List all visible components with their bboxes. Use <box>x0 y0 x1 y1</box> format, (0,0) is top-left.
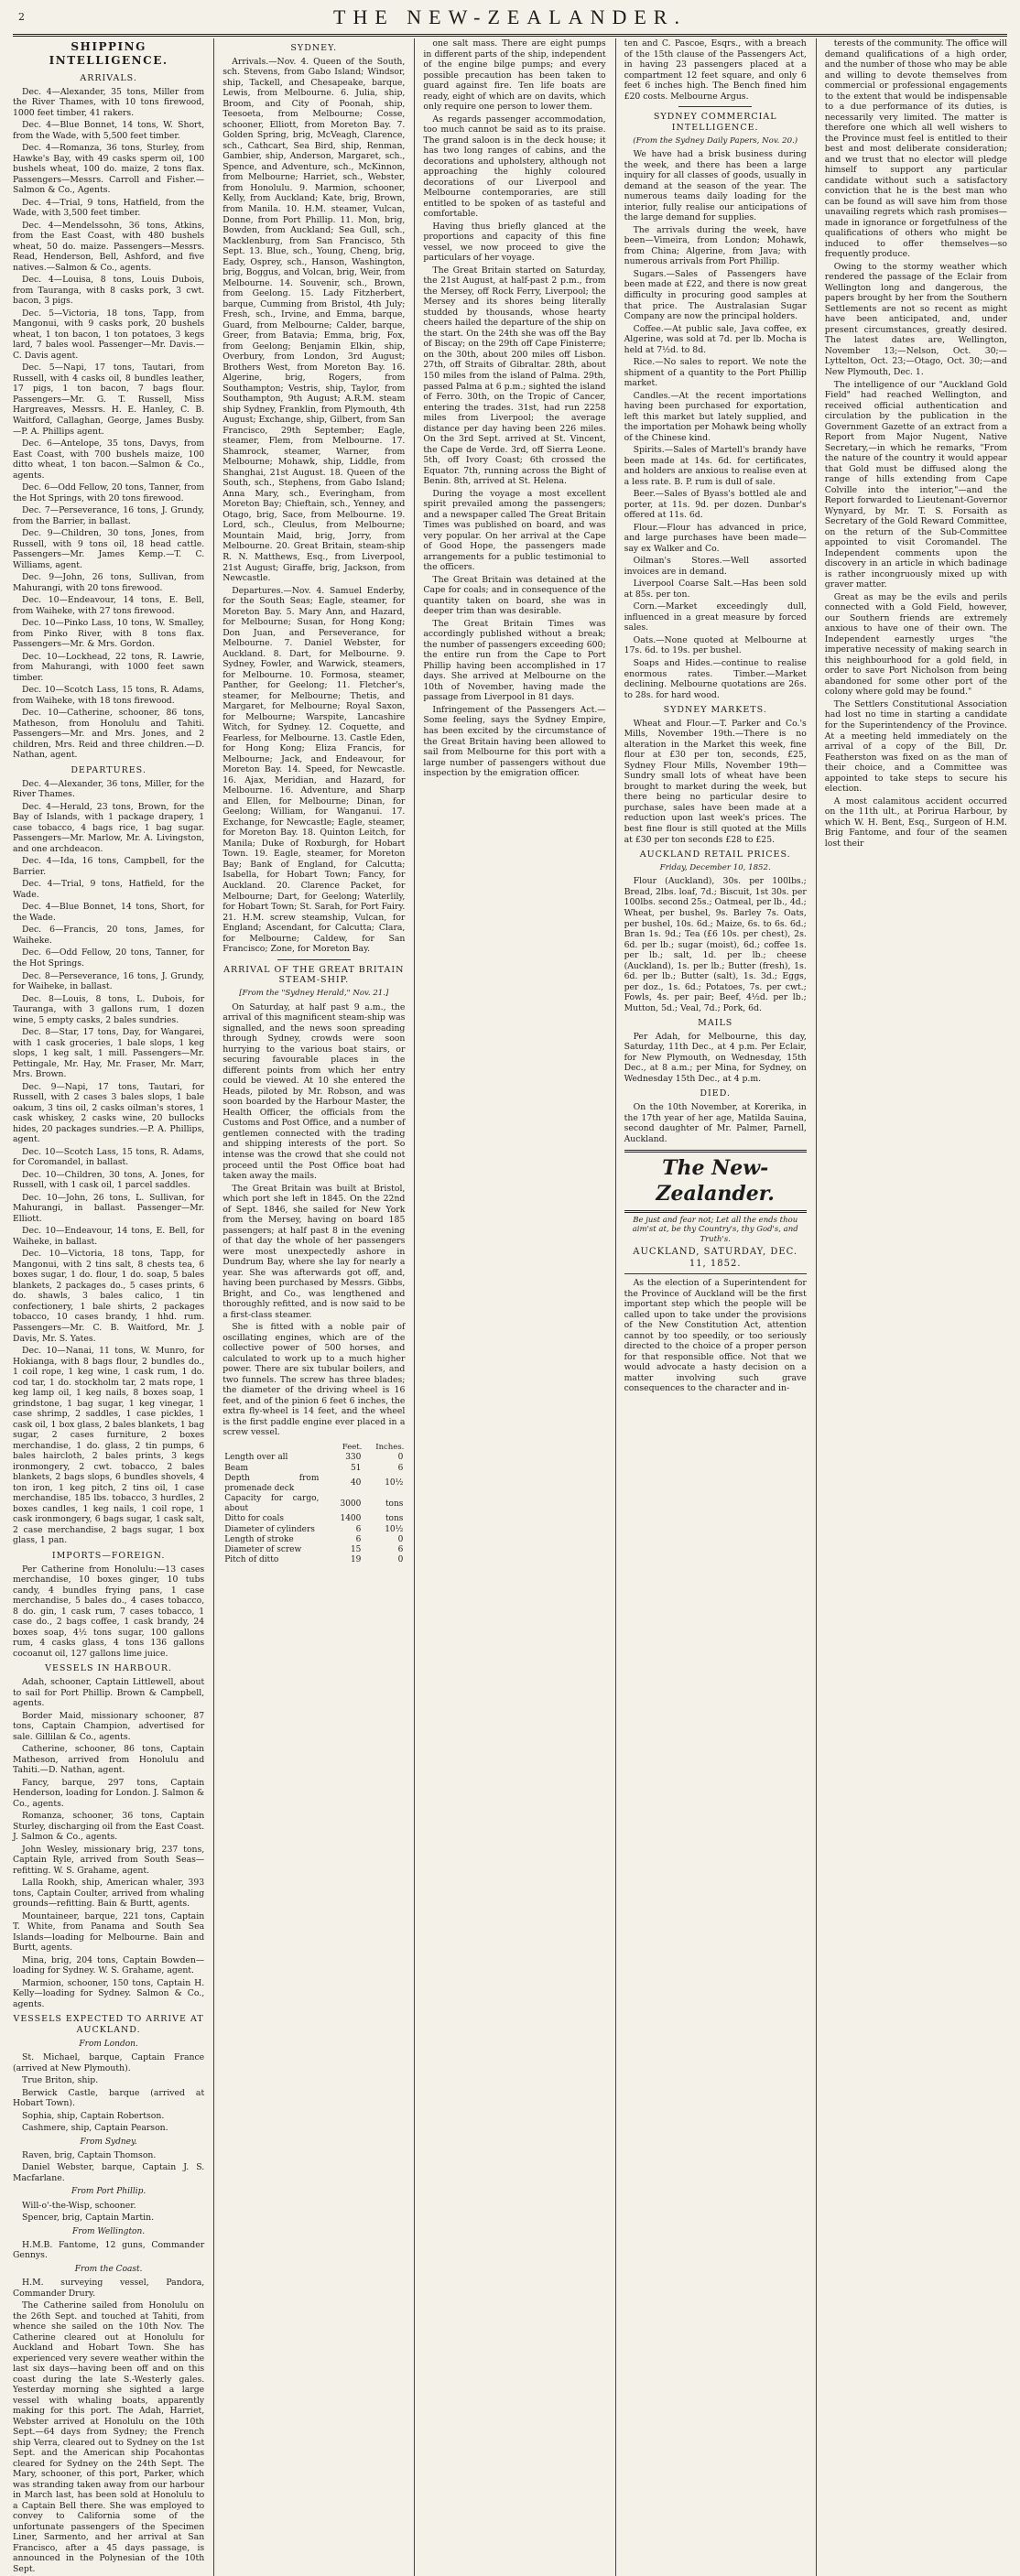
dimensions-row <box>222 1555 405 1565</box>
dimensions-cell: 19 <box>350 1555 362 1565</box>
commercial-paragraph: Liverpool Coarse Salt.—Has been sold at 85s. per ton. <box>624 579 807 600</box>
harbour-entry: Mina, brig, 204 tons, Captain Bowden—loading for Sydney. W. S. Grahame, agent. <box>13 1954 205 1976</box>
arrival-entry: Dec. 4—Mendelssohn, 36 tons, Atkins, from the East Coast, with 480 bushels wheat, 50 do. maize. Passengers—Messrs. Read, Henderson, Bell, Ashford, and five natives.—Salmon & Co., agents. <box>13 220 205 273</box>
commercial-paragraph: Rice.—No sales to report. We note the shipment of a quantity to the Port Phillip market. <box>624 357 807 389</box>
died-text: On the 10th November, at Korerika, in the 17th year of her age, Matilda Sauina, second daughter of Mr. Palmer, Parnell, Auckland. <box>624 1102 807 1144</box>
departure-entry: Dec. 4—Alexander, 36 tons, Miller, for the River Thames. <box>13 778 205 800</box>
dimensions-cell: Diameter of screw <box>224 1544 302 1554</box>
mails-heading: MAILS <box>698 1018 733 1029</box>
expected-vessel: Will-o'-the-Wisp, schooner. <box>22 2200 136 2211</box>
commercial-paragraph: Beer.—Sales of Byass's bottled ale and porter, at 11s. 9d. per dozen. Dunbar's offered at 11s. 6d. <box>624 489 807 521</box>
article-paragraph: On Saturday, at half past 9 a.m., the arrival of this magnificent steam-ship was signalled, and the news soon spreading through Sydney, crowds were soon hurrying to the various boat stairs, or securing favourable places in the different points from which her entry could be viewed. At 10 she entered the Heads, piloted by Mr. Robson, and was soon boarded by the Harbour Master, the Health Officer, the officials from the Customs and Post Office, and a number of gentlemen connected with the trading and shipping interests of the port. So intense was the crowd that she could not proceed until the Post Office boat had taken away the mails. <box>222 1001 406 1182</box>
expected-vessel: Daniel Webster, barque, Captain J. S. Macfarlane. <box>13 2162 205 2183</box>
dimensions-cell: 6 <box>355 1534 362 1544</box>
dimensions-cell: 15 <box>350 1544 362 1554</box>
sydney-heading: SYDNEY. <box>290 43 338 53</box>
expected-origin: From the Coast. <box>74 2264 143 2274</box>
article-paragraph: The Great Britain started on Saturday, the 21st August, at half-past 2 p.m., from the Mersey, off Rock Ferry, Liverpool; the Mersey and its shores being literally studded by thousands, whose hearty cheers hailed the departure of the ship on the start. On the 24th she was off the Bay of Biscay; on the 29th off Cape Finisterre; on the 30th, about 200 miles off Lisbon. 27th, off Straits of Gibraltar. 28th, about 150 miles from the island of Palma. 29th, passed Palma at 6 p.m.; sighted the island of Ferro. 30th, on the Tropic of Cancer, entering the trades. 31st, had run 2258 miles from Liverpool; the average distance per day having been 226 miles. On the 3rd Sept. arrived at St. Vincent, the Cape de Verde. 3rd, off Sierra Leone. 5th, off Ivory Coast; 6th crossed the Equator. 7th, running across the Bight of Benin. 8th, arrived at St. Helena. <box>423 265 606 487</box>
dimensions-cell: Ditto for coals <box>224 1514 285 1524</box>
departures-list <box>13 779 204 1546</box>
arrival-entry: Dec. 10—Lockhead, 22 tons, R. Lawrie, from Mahurangi, with 1000 feet sawn timber. <box>13 651 205 683</box>
commercial-source: (From the Sydney Daily Papers, Nov. 20.) <box>633 135 798 146</box>
commercial-paragraph: Oats.—None quoted at Melbourne at 17s. 6d. to 19s. per bushel. <box>624 634 807 656</box>
dimensions-row <box>222 1535 405 1545</box>
commercial-paragraph: Sugars.—Sales of Passengers have been made at £22, and there is now great difficulty in procuring good samples at that price. The Australasian Sugar Company are now the principal holders. <box>624 268 807 322</box>
sydney-arrivals: Arrivals.—Nov. 4. Queen of the South, sch. Stevens, from Gabo Island; Windsor, ship, Tackell, and Chesapeake, barque, Lewis, from Melbourne. 6. Julia, ship, Broom, and City of Poonah, ship, Teesoeta, from Melbourne; Cosse, schooner, Elliott, from Moreton Bay. 7. Golden Spring, brig, McVeagh, Clarence, sch., Cathcart, Sea Bird, ship, Renman, Gambier, ship, Anderson, Margaret, sch., Spence, and Adventure, sch., McKinnon, from Melbourne; Harriet, sch., Webster, from Honolulu. 9. Marmion, schooner, Kelly, from Auckland; Kate, brig, Brown, from Manila. 10. H.M. steamer, Vulcan, Donne, from Port Phillip. 11. Mon, brig, Bowden, from Auckland; Sea Gull, sch., Macklenburg, from San Francisco, 5th Sept. 13. Blue, sch., Young, Cheng, brig, Eady, Osprey, sch., Hanson, Washington, brig, Boggus, and Volcan, brig, Weir, from Melbourne. 14. Souvenir, sch., Brown, from Geelong. 15. Lady Fitzherbert, barque, Cumming from Bristol, 4th July; Fresh, sch., Irvine, and Emma, barque, Guard, from Melbourne; Calder, barque, Greer, from Batavia; Emma, brig, Fox, from Geelong; Benjamin Elkin, ship, Overbury, from London, 3rd August; Brothers West, from Moreton Bay. 16. Algerine, brig, Rogers, from Southampton; Vestris, ship, Taylor, from Southampton, 9th August; A.R.M. steam ship Sydney, Franklin, from Plymouth, 4th August; Exchange, ship, Gilbert, from San Francisco, 29th September; Eagle, steamer, Flem, from Melbourne. 17. Shamrock, steamer, Warner, from Melbourne; Mohawk, ship, Liddle, from Shanghai, 21st August. 18. Queen of the South, sch., Stephens, from Gabo Island; Anna Mary, sch., Everingham, from Moreton Bay; Chieftain, sch., Yenney, and Otago, brig, Sace, from Melbourne. 19. Lord, sch., Cleulus, from Melbourne; Mountain Maid, brig, Jorry, from Melbourne. 20. Great Britain, steam-ship R. N. Matthews, Esq., from Liverpool, 21st August; Giraffe, brig, Jackson, from Newcastle. <box>222 56 406 584</box>
masthead-rule <box>13 34 1007 37</box>
imports-text: Per Catherine from Honolulu:—13 cases merchandise, 10 boxes ginger, 10 tubs candy, 4 bundles frying pans, 1 case merchandise, 5 bales do., 4 cases tobacco, 8 do. gin, 1 cask rum, 7 cases tobacco, 1 case do., 2 bags coffee, 1 cask brandy, 24 boxes soap, 4½ tons sugar, 100 gallons rum, 4 casks glass, 4 tons 136 gallons cocoanut oil, 127 gallons lime juice. <box>13 1564 205 1659</box>
column-2 <box>213 38 405 2576</box>
departure-entry: Dec. 4—Ida, 16 tons, Campbell, for the Barrier. <box>13 856 205 877</box>
harbour-entry: Border Maid, missionary schooner, 87 tons, Captain Champion, advertised for sale. Gillilan & Co., agents. <box>13 1710 205 1742</box>
commercial-paragraph: Oilman's Stores.—Well assorted invoices are in demand. <box>624 556 807 577</box>
harbour-list <box>13 1677 204 2009</box>
arrival-entry: Dec. 6—Odd Fellow, 20 tons, Tanner, from the Hot Springs, with 20 tons firewood. <box>13 482 205 503</box>
dimensions-cell: 0 <box>397 1453 404 1463</box>
expected-vessel: Cashmere, ship, Captain Pearson. <box>22 2123 168 2134</box>
arrival-entry: Dec. 4—Louisa, 8 tons, Louis Dubois, from Tauranga, with 8 casks pork, 3 cwt. bacon, 3 pigs. <box>13 275 205 307</box>
column-4 <box>615 38 807 2576</box>
dimensions-cell: 51 <box>350 1463 362 1473</box>
dimensions-cell: Length over all <box>224 1453 288 1463</box>
commercial-paragraph: Soaps and Hides.—continue to realise enormous rates. Timber.—Market declining. Melbourne quotations are 26s. to 28s. for hard wood. <box>624 658 807 700</box>
markets-text: Wheat and Flour.—T. Parker and Co.'s Mills, November 19th.—There is no alteration in the Market this week, fine flour at £30 per ton, seconds, £25, Sydney Flour Mills, November 19th—Sundry small lots of wheat have been brought to market during the week, but there being no particular desire to purchase, sales have been made at a reduction upon last week's prices. The best fine flour is still quoted at the Mills at £30 per ton seconds £28 to £25. <box>624 718 807 845</box>
dimensions-table <box>222 1442 405 1565</box>
editorial-text: As the election of a Superintendent for the Province of Auckland will be the first important step which the people will be called upon to take under the provisions of the New Constitution Act, attention cannot by too speedily, or too seriously directed to the choice of a proper person for that responsible office. Not that we would advocate a hasty decision on a matter involving such grave consequences to the character and in- <box>624 1278 807 1394</box>
column-3-article <box>423 38 605 779</box>
dimensions-cell: Beam <box>224 1463 249 1473</box>
departure-entry: Dec. 10—Children, 30 tons, A. Jones, for Russell, with 1 cask oil, 1 parcel saddles. <box>13 1169 205 1191</box>
dimensions-header-cell: Feet. <box>342 1442 363 1452</box>
expected-vessel: H.M.B. Fantome, 12 guns, Commander Gennys. <box>13 2239 205 2261</box>
commercial-article <box>624 149 807 700</box>
arrival-entry: Dec. 9—John, 26 tons, Sullivan, from Mahurangi, with 20 tons firewood. <box>13 572 205 593</box>
departure-entry: Dec. 10—Nanai, 11 tons, W. Munro, for Hokianga, with 8 bags flour, 2 bundles do., 1 coil rope, 1 keg wine, 1 cask rum, 1 do. cod tar, 1 do. stockholm tar, 2 mats rope, 1 keg lamp oil, 1 keg nails, 8 boxes soap, 1 grindstone, 1 bag sugar, 1 keg vinegar, 1 case shrimp, 2 saddles, 1 case pickles, 1 cask oil, 1 box glass, 2 bales blankets, 1 bag sugar, 2 cases furniture, 2 boxes merchandise, 1 do. glass, 2 tin pumps, 6 bales haircloth, 2 bales prints, 3 kegs ironmongery, 2 cwt. tobacco, 2 bales blankets, 2 bags slops, 6 bundles shovels, 4 ton iron, 1 keg pitch, 2 tins oil, 1 case merchandise, 185 lbs. tobacco, 3 hurdles, 2 boxes candles, 1 keg nails, 1 coil rope, 1 cask ironmongery, 6 bags sugar, 1 cask salt, 2 case merchandise, 2 bags sugar, 1 box glass, 1 pan. <box>13 1346 205 1546</box>
arrival-entry: Dec. 10—Scotch Lass, 15 tons, R. Adams, from Waiheke, with 18 tons firewood. <box>13 685 205 706</box>
dimensions-cell: Capacity for cargo, about <box>224 1494 320 1514</box>
column-5-editorial <box>825 38 1007 849</box>
harbour-heading: VESSELS IN HARBOUR. <box>45 1663 173 1674</box>
departure-entry: Dec. 10—Scotch Lass, 15 tons, R. Adams, for Coromandel, in ballast. <box>13 1146 205 1168</box>
expected-heading: VESSELS EXPECTED TO ARRIVE AT AUCKLAND. <box>13 2014 204 2036</box>
departure-entry: Dec. 4—Blue Bonnet, 14 tons, Short, for the Wade. <box>13 902 205 923</box>
departure-entry: Dec. 8—Louis, 8 tons, L. Dubois, for Tauranga, with 3 gallons rum, 1 dozen wine, 5 empty casks, 2 bales sundries. <box>13 993 205 1025</box>
expected-vessel: Sophia, ship, Captain Robertson. <box>22 2110 165 2121</box>
great-britain-article <box>222 1002 405 1438</box>
dimensions-row <box>222 1464 405 1474</box>
departure-entry: Dec. 8—Star, 17 tons, Day, for Wangarei, with 1 cask groceries, 1 bale slops, 1 keg slops, 1 keg salt, 1 mill. Passengers—Mr. Pettingale, Mr. Hay, Mr. Fraser, Mr. Marr, Mrs. Brown. <box>13 1027 205 1080</box>
arrival-entry: Dec. 10—Catherine, schooner, 86 tons, Matheson, from Honolulu and Tahiti. Passengers—Mr. and Mrs. Jones, and 2 children, Mrs. Reid and three children.—D. Nathan, agent. <box>13 708 205 761</box>
expected-origin: From London. <box>79 2040 138 2049</box>
dimensions-header-row <box>222 1442 405 1454</box>
departure-entry: Dec. 6—Odd Fellow, 20 tons, Tanner, for the Hot Springs. <box>13 947 205 969</box>
arrivals-list <box>13 87 204 761</box>
article-paragraph: Infringement of the Passengers Act.—Some feeling, says the Sydney Empire, has been excited by the circumstance of the Great Britain having been allowed to sail from Melbourne for this port with a large number of passengers without due inspection by the emigration officer. <box>423 704 606 779</box>
dimensions-cell: Diameter of cylinders <box>224 1524 315 1534</box>
commercial-paragraph: The arrivals during the week, have been—Vimeira, from London; Mohawk, from China; Algerine, from Java; with numerous arrivals from Port Phillip. <box>624 224 807 267</box>
departure-entry: Dec. 10—Victoria, 18 tons, Tapp, for Mangonui, with 2 tins salt, 8 chests tea, 6 boxes sugar, 1 do. flour, 1 do. soap, 5 bales blankets, 2 packages do., 5 cases prints, 6 do. shawls, 3 bales calico, 1 tin confectionery, 1 bale shirts, 2 packages tobacco, 10 cases brandy, 1 hhd. rum. Passengers—Mr. C. B. Waitford, Mr. J. Davis, Mr. S. Yates. <box>13 1249 205 1344</box>
section-rule <box>277 959 351 960</box>
expected-vessel: True Briton, ship. <box>22 2075 99 2086</box>
dimensions-cell: 330 <box>345 1453 362 1463</box>
dimensions-header-cell: Inches. <box>375 1442 405 1452</box>
issue-date: AUCKLAND, SATURDAY, DEC. 11, 1852. <box>624 1247 807 1274</box>
arrival-entry: Dec. 5—Victoria, 18 tons, Tapp, from Mangonui, with 9 casks pork, 20 bushels wheat, 1 ton bacon, 1 ton potatoes, 3 kegs lard, 7 bales wool. Passenger—Mr. Davis.—C. Davis agent. <box>13 308 205 361</box>
dimensions-cell: tons <box>385 1514 404 1524</box>
masthead <box>13 0 1007 38</box>
editorial-paragraph: terests of the community. The office will demand qualifications of a high order, and the number of those who may be able and willing to devote themselves from commercial or professional engagements to the extent that would be indispensable to a due performance of its duties, is necessarily very limited. The matter is therefore one which all well wishers to the Province must feel is entitled to their best and most deliberate consideration; and we trust that no elector will pledge himself to support any particular candidate without such a satisfactory conviction that he is the best man who can be found as will save him from those unavailing regrets which rash promises—made in ignorance or forgetfulness of the qualifications of others who might be induced to offer themselves—so frequently produce. <box>824 38 1007 260</box>
harbour-entry: Mountaineer, barque, 221 tons, Captain T. White, from Panama and South Sea Islands—loading for Melbourne. Bain and Burtt, agents. <box>13 1910 205 1954</box>
editorial-paragraph: The intelligence of our "Auckland Gold Field" had reached Wellington, and received official authentication and circulation by the publication in the Government Gazette of an extract from a Report from Major Nugent, Native Secretary,—in which he remarks, "From the nature of the country it would appear that Gold must be diffused along the range of hills extending from Cape Colville into the interior,"—and the Report forwarded to Lieutenant-Governor Wynyard, by Mr. T. S. Forsaith as Secretary of the Gold Reward Committee, on the return of the Sub-Committee appointed to visit Coromandel. The Independent comments upon the discovery in an article in which badinage is rather incongruously mixed up with graver matter. <box>824 379 1007 590</box>
commercial-heading: SYDNEY COMMERCIAL INTELLIGENCE. <box>653 112 777 133</box>
arrival-entry: Dec. 4—Romanza, 36 tons, Sturley, from Hawke's Bay, with 49 casks sperm oil, 100 bushels wheat, 100 do. maize, 2 tons flax. Passengers—Messrs. Carroll and Fisher.—Salmon & Co., Agents. <box>13 143 205 196</box>
mails-text: Per Adah, for Melbourne, this day, Saturday, 11th Dec., at 4 p.m. Per Eclair, for New Plymouth, on Wednesday, 15th Dec., at 8 a.m.; per Mina, for Sydney, on Wednesday 15th Dec., at 4 p.m. <box>624 1031 807 1084</box>
dimensions-row <box>222 1545 405 1555</box>
commercial-paragraph: We have had a brisk business during the week, and there has been a large inquiry for all classes of goods, usually in demand at the season of the year. The numerous teams daily loading for the interior, fully realise our anticipations of the large demand for supplies. <box>624 149 807 223</box>
editorial-paragraph: A most calamitous accident occurred on the 11th ult., at Porirua Harbour, by which W. H. Bent, Esq., Surgeon of H.M. Brig Fantome, and four of the seamen lost their <box>824 796 1007 849</box>
arrival-entry: Dec. 9—Children, 30 tons, Jones, from Russell, with 9 tons oil, 18 head cattle. Passengers—Mr. James Kemp.—T. C. Williams, agent. <box>13 528 205 570</box>
commercial-paragraph: Corn.—Market exceedingly dull, influenced in a great measure by forced sales. <box>624 601 807 633</box>
shipping-heading: SHIPPING INTELLIGENCE. <box>49 40 168 67</box>
expected-list <box>13 2040 204 2299</box>
dimensions-cell: 3000 <box>340 1499 362 1509</box>
article-paragraph: During the voyage a most excellent spirit prevailed among the passengers; and a newspaper called The Great Britain Times was published on board, and was very popular. On her arrival at the Cape of Good Hope, the passengers made arrangements for a public testimonial to the officers. <box>423 488 606 573</box>
dimensions-cell: 6 <box>355 1524 362 1534</box>
commercial-paragraph: Coffee.—At public sale, Java coffee, ex Algerine, was sold at 7d. per lb. Mocha is held at 7½d. to 8d. <box>624 323 807 355</box>
dimensions-body <box>222 1453 405 1565</box>
markets-heading: SYDNEY MARKETS. <box>663 705 767 716</box>
dimensions-cell: tons <box>385 1499 404 1509</box>
departure-entry: Dec. 4—Herald, 23 tons, Brown, for the Bay of Islands, with 1 package drapery, 1 case tobacco, 4 bags rice, 1 bag sugar. Passengers—Mr. Marlow, Mr. A. Livingston, and one archdeacon. <box>13 801 205 854</box>
dimensions-cell: Pitch of ditto <box>224 1555 279 1565</box>
harbour-entry: Lalla Rookh, ship, American whaler, 393 tons, Captain Coulter, arrived from whaling grounds—refitting. Bain & Burtt, agents. <box>13 1878 205 1910</box>
dimensions-row <box>222 1525 405 1535</box>
sydney-departures: Departures.—Nov. 4. Samuel Enderby, for the South Seas; Eagle, steamer, for Moreton Bay. 5. Mary Ann, and Hazard, for Melbourne; Susan, for Hong Kong; Don Juan, and Perseverance, for Melbourne. 7. Daniel Webster, for Auckland. 8. Dart, for Melbourne. 9. Sydney, Fowler, and Warwick, steamers, for Melbourne. 10. Formosa, steamer, Panther, for Geelong; 11. Fletcher's, steamer, for Melbourne; Thetis, and Margaret, for Melbourne; Royal Saxon, for Melbourne; Warspite, Lancashire Witch, for Sydney. 12. Coquette, and Fearless, for Melbourne. 13. Castle Eden, for Hong Kong; Eliza Francis, for Melbourne; Jack, and Endeavour, for Moreton Bay. 14. Speed, for Newcastle. 16. Ajax, Meridian, and Hazard, for Melbourne. 16. Adventure, and Sharp and Ellen, for Melbourne; Dinan, for Geelong; William, for Wanganui. 17. Exchange, for Newcastle; Eagle, steamer, for Moreton Bay. 18. Quinton Leitch, for Manila; Duke of Roxburgh, for Hobart Town. 19. Eagle, steamer, for Moreton Bay; Bank of England, for Calcutta; Isabella, for Hobart Town; Fancy, for Auckland. 20. Clarence Packet, for Melbourne; Dart, for Geelong; Waterlily, for Hobart Town; St. Sarah, for Port Fairy. 21. H.M. screw steamship, Vulcan, for England; Ascendant, for Calcutta; Clara, for Melbourne; Caldew, for San Francisco; Zone, for Moreton Bay. <box>222 585 406 955</box>
dimensions-cell: Depth from promenade deck <box>224 1473 320 1493</box>
dimensions-cell: 10½ <box>385 1478 404 1488</box>
departure-entry: Dec. 6—Francis, 20 tons, James, for Waiheke. <box>13 925 205 946</box>
shipping-closing: The Catherine sailed from Honolulu on the 26th Sept. and touched at Tahiti, from whence she sailed on the 10th Nov. The Catherine cleared out at Honolulu for Auckland and Hobart Town. She has experienced very severe weather within the last six days—having been off and on this coast during the late S.-Westerly gales. Yesterday morning she sighted a large vessel with whaling boats, apparently making for this port. The Adah, Harriet, Webster arrived at Honolulu on the 10th Sept.—64 days from Sydney; the French ship Verra, cleared out to Sydney on the 1st Sept. and the American ship Pocahontas cleared for Sydney on the 24th Sept. The Mary, schooner, of this port, Parker, which was stranding taken away from our harbour in March last, has been sold at Honolulu to a Captain Bell there. She was employed to convey to California some of the unfortunate passengers of the Specimen Liner, Sarmento, and her arrival at San Francisco, after a 45 days passage, is announced in the Polynesian of the 10th Sept. <box>13 2300 205 2574</box>
died-heading: DIED. <box>700 1088 731 1099</box>
imports-heading: IMPORTS—FOREIGN. <box>51 1550 166 1561</box>
editorial-paragraph: Owing to the stormy weather which rendered the passage of the Eclair from Wellington long and dangerous, the papers brought by her from the Southern Settlements are not so recent as might have been anticipated, and, under present circumstances, greatly desired. The latest dates are, Wellington, November 13;—Nelson, Oct. 30;—Lyttelton, Oct. 23;—Otago, Oct. 30;—and New Plymouth, Dec. 1. <box>824 261 1007 377</box>
expected-origin: From Port Phillip. <box>71 2187 146 2197</box>
departure-entry: Dec. 9—Napi, 17 tons, Tautari, for Russell, with 2 cases 3 bales slops, 1 bale oakum, 3 tins oil, 2 casks oilman's stores, 1 cask whiskey, 2 casks wine, 20 bullocks hides, 20 packages sundries.—P. A. Phillips, agent. <box>13 1081 205 1145</box>
dimensions-cell: 40 <box>350 1478 362 1488</box>
expected-origin: From Wellington. <box>72 2226 146 2236</box>
retail-text: Flour (Auckland), 30s. per 100lbs.; Bread, 2lbs. loaf, 7d.; Biscuit, 1st 30s. per 100lbs. second 25s.; Oatmeal, per lb., 4d.; Wheat, per bushel, 9s. Barley 7s. Oats, per bushel, 10s. 6d.; Maize, 6s. to 6s. 6d.; Bran 1s. 9d.; Tea (£6 10s. per chest), 2s. 6d. per lb.; sugar (moist), 6d.; coffee 1s. per lb.; salt, 1d. per lb.; cheese (Auckland), 1s. per lb.; Butter (fresh), 1s. 6d. per lb.; Butter (salt), 1s. 3d.; Eggs, per doz., 1s. 6d.; Potatoes, 7s. per cwt.; Fowls, 4s. per pair; Beef, 4½d. per lb.; Mutton, 5d.; Veal, 7d.; Pork, 6d. <box>624 876 807 1013</box>
expected-vessel: St. Michael, barque, Captain France (arrived at New Plymouth). <box>13 2052 205 2073</box>
article-paragraph: She is fitted with a noble pair of oscillating engines, which are of the collective power of 500 horses, and calculated to work up to a much higher power. There are six tubular boilers, and two funnels. The screw has three blades; the diameter of the driving wheel is 16 feet, and of the pinion 6 feet 6 inches, the extra fly-wheel is 14 feet, and the wheel is the first paddle engine ever placed in a screw vessel. <box>222 1322 406 1438</box>
expected-vessel: Spencer, brig, Captain Martin. <box>22 2213 155 2224</box>
article-paragraph: The Great Britain was built at Bristol, which port she left in 1845. On the 22nd of Sept. 1846, she sailed for New York from the Mersey, having on board 185 passengers; at half past 8 in the evening of that day the whole of her passengers were most unexpectedly ashore in Dundrum Bay, where she lay for nearly a year. She was afterwards got off, and, having been purchased by Messrs. Gibbs, Bright, and Co., was lengthened and thoroughly refitted, and is now said to be a first-class steamer. <box>222 1183 406 1320</box>
arrival-entry: Dec. 4—Trial, 9 tons, Hatfield, from the Wade, with 3,500 feet timber. <box>13 197 205 219</box>
departures-heading: DEPARTURES. <box>71 764 146 775</box>
newspaper-title: THE NEW-ZEALANDER. <box>333 5 687 28</box>
expected-vessel: H.M. surveying vessel, Pandora, Commander Drury. <box>13 2278 205 2299</box>
commercial-paragraph: Candles.—At the recent importations having been purchased for exportation, left this market but lately supplied, and the importation per Mohawk being wholly of the Chinese kind. <box>624 390 807 443</box>
dimensions-row <box>222 1494 405 1514</box>
great-britain-heading: ARRIVAL OF THE GREAT BRITAIN STEAM-SHIP. <box>223 964 405 986</box>
departure-entry: Dec. 8—Perseverance, 16 tons, J. Grundy, for Waiheke, in ballast. <box>13 970 205 992</box>
expected-vessel: Berwick Castle, barque (arrived at Hobart Town). <box>13 2087 205 2109</box>
expected-origin: From Sydney. <box>80 2137 137 2147</box>
article-paragraph: Having thus briefly glanced at the proportions and capacity of this fine vessel, we now proceed to give the particulars of her voyage. <box>423 221 606 264</box>
great-britain-source: [From the "Sydney Herald," Nov. 21.] <box>239 989 389 999</box>
harbour-entry: Romanza, schooner, 36 tons, Captain Sturley, discharging oil from the East Coast. J. Salmon & Co., agents. <box>13 1811 205 1843</box>
column-5 <box>816 38 1007 2576</box>
expected-vessel: Raven, brig, Captain Thomson. <box>22 2149 157 2160</box>
commercial-paragraph: Flour.—Flour has advanced in price, and large purchases have been made—say ex Walker and Co. <box>624 522 807 554</box>
dimensions-row <box>222 1514 405 1524</box>
arrivals-heading: ARRIVALS. <box>80 72 137 83</box>
dimensions-row <box>222 1474 405 1494</box>
arrival-entry: Dec. 7—Perseverance, 16 tons, J. Grundy, from the Barrier, in ballast. <box>13 505 205 526</box>
editorial-motto: Be just and fear not; Let all the ends thou aim'st at, be thy Country's, thy God's, and Truth's. <box>632 1215 798 1244</box>
article-paragraph: As regards passenger accommodation, too much cannot be said as to its praise. The grand saloon is in the deck house; it has two long ranges of cabins, and the decorations and upholstery, although not approaching the highly coloured decorations of our Liverpool and Melbourne contemporaries, are still entitled to be spoken of as tasteful and comfortable. <box>423 114 606 220</box>
article-paragraph: The Great Britain was detained at the Cape for coals; and in consequence of the quantity taken on board, she was in deeper trim than was desirable. <box>423 574 606 617</box>
harbour-entry: John Wesley, missionary brig, 237 tons, Captain Ryle, arrived from South Seas—refitting. W. S. Grahame, agent. <box>13 1844 205 1876</box>
harbour-entry: Fancy, barque, 297 tons, Captain Henderson, loading for London. J. Salmon & Co., agents. <box>13 1777 205 1809</box>
editorial-nameplate: The New-Zealander. <box>624 1150 807 1213</box>
dimensions-cell: 6 <box>397 1544 404 1554</box>
columns <box>13 38 1007 2574</box>
harbour-entry: Adah, schooner, Captain Littlewell, about to sail for Port Phillip. Brown & Campbell, agents. <box>13 1677 205 1709</box>
dimensions-cell: 6 <box>397 1463 404 1473</box>
dimensions-row <box>222 1453 405 1463</box>
retail-date: Friday, December 10, 1852. <box>659 862 771 872</box>
article-paragraph: one salt mass. There are eight pumps in different parts of the ship, independent of the engine bilge pumps; and every possible precaution has been taken to guard against fire. Ten life boats are ready, eight of which are on davits, which only require one person to lower them. <box>423 38 606 113</box>
page-number: 2 <box>18 11 25 23</box>
arrival-entry: Dec. 10—Endeavour, 14 tons, E. Bell, from Waiheke, with 27 tons firewood. <box>13 595 205 616</box>
departure-entry: Dec. 10—John, 26 tons, L. Sullivan, for Mahurangi, in ballast. Passenger—Mr. Elliott. <box>13 1192 205 1224</box>
departure-entry: Dec. 10—Endeavour, 14 tons, E. Bell, for Waiheke, in ballast. <box>13 1226 205 1247</box>
arrival-entry: Dec. 10—Pinko Lass, 10 tons, W. Smalley, from Pinko River, with 8 tons flax. Passengers—Mr. & Mrs. Gordon. <box>13 618 205 650</box>
column-1 <box>13 38 204 2576</box>
dimensions-cell: 10½ <box>385 1524 404 1534</box>
arrival-entry: Dec. 5—Napi, 17 tons, Tautari, from Russell, with 4 casks oil, 8 bundles leather, 17 pigs, 1 ton bacon, 7 bags flour. Passengers—Mr. G. T. Russell, Miss Hargreaves, Messrs. H. E. Hanley, C. B. Waitford, Callaghan, George, James Busby.—P. A. Phillips agent. <box>13 363 205 437</box>
article-paragraph: The Great Britain Times was accordingly published without a break; the number of passengers exceeding 600; the entire run from the Cape to Port Phillip having been accomplished in 17 days. She arrived at Melbourne on the 10th of November, having made the passage from Liverpool in 81 days. <box>423 618 606 703</box>
dimensions-cell: 1400 <box>340 1514 362 1524</box>
retail-heading: AUCKLAND RETAIL PRICES. <box>639 850 791 860</box>
editorial-paragraph: Great as may be the evils and perils connected with a Gold Field, however, our Southern friends are extremely anxious to have one of their own. The Independent earnestly urges "the imperative necessity of making search in this neighbourhood for a gold field, in order to save Port Nicholson from being abandoned for some other port of the colony where gold may be found." <box>824 591 1007 698</box>
departure-entry: Dec. 4—Trial, 9 tons, Hatfield, for the Wade. <box>13 879 205 900</box>
commercial-paragraph: Spirits.—Sales of Martell's brandy have been made at 14s. 6d. for certificates, and holders are anxious to realise even at a less rate. B. P. rum is dull of sale. <box>624 445 807 487</box>
dimensions-header-cell <box>222 1442 320 1454</box>
dimensions-cell: Length of stroke <box>224 1534 294 1544</box>
arrival-entry: Dec. 6—Antelope, 35 tons, Davys, from East Coast, with 700 bushels maize, 100 ditto wheat, 1 ton bacon.—Salmon & Co., agents. <box>13 438 205 481</box>
arrival-entry: Dec. 4—Alexander, 35 tons, Miller from the River Thames, with 10 tons firewood, 1000 feet timber, 41 rakers. <box>13 86 205 118</box>
column-4-intro: ten and C. Pascoe, Esqrs., with a breach of the 15th clause of the Passengers Act, in having 23 passengers placed at a compartment 12 feet square, and only 6 feet 6 inches high. The Bench fined him £20 costs. Melbourne Argus. <box>624 38 807 102</box>
editorial-paragraph: The Settlers Constitutional Association had lost no time in starting a candidate for the Superintendency of the Province. At a meeting held immediately on the arrival of a copy of the Bill, Dr. Featherston was fixed on as the man of their choice, and a Committee was appointed to take steps to secure his election. <box>824 698 1007 795</box>
column-3 <box>414 38 605 2576</box>
dimensions-cell: 0 <box>397 1534 404 1544</box>
section-rule <box>678 106 752 107</box>
harbour-entry: Catherine, schooner, 86 tons, Captain Matheson, arrived from Honolulu and Tahiti.—D. Nathan, agent. <box>13 1744 205 1776</box>
dimensions-cell: 0 <box>397 1555 404 1565</box>
arrival-entry: Dec. 4—Blue Bonnet, 14 tons, W. Short, from the Wade, with 5,500 feet timber. <box>13 120 205 141</box>
harbour-entry: Marmion, schooner, 150 tons, Captain H. Kelly—loading for Sydney. Salmon & Co., agents. <box>13 1977 205 2009</box>
